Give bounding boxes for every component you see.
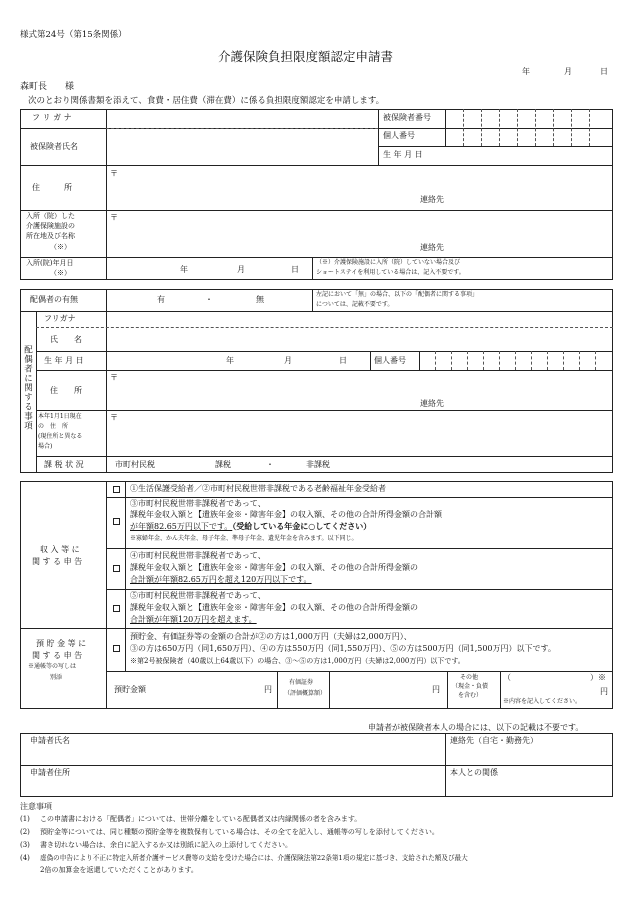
date-day: 日 — [600, 67, 608, 76]
spouse-dot: ・ — [205, 295, 213, 304]
income-label-1: 収 入 等 に — [40, 545, 80, 554]
jan-address-label-3: (現住所と異なる — [38, 433, 83, 440]
securities-label-1: 有価証券 — [289, 679, 314, 686]
deposits-yen: 円 — [264, 685, 272, 694]
spouse-no[interactable]: 無 — [256, 295, 264, 304]
spouse-yes[interactable]: 有 — [157, 295, 165, 304]
savings-text-2: ③の方は650万円（同1,650万円）、④の方は550万円（同1,550万円）、⑤の方は500万円（同1,500万円）以下です。 — [130, 644, 556, 653]
income-option-2-line-4: ※寡婦年金、かん夫年金、母子年金、準母子年金、遺児年金を含みます。以下同じ。 — [130, 535, 358, 542]
income-option-2-line-1: ③市町村民税世帯非課税者であって、 — [130, 499, 266, 508]
jan-address-label-1: 本年1月1日現在 — [38, 413, 82, 420]
note-4-line-1: 虚偽の申告により不正に特定入所者介護サービス費等の支給を受けた場合には、介護保険法第22条第1項の規定に基づき、支給された額及び最大 — [40, 854, 468, 862]
tax-status-label: 課 税 状 況 — [44, 460, 84, 469]
income-option-2-line-2: 課税年金収入額と【遺族年金※・障害年金】の収入額、その他の合計所得金額の合計額 — [130, 510, 442, 519]
income-option-2-checkbox[interactable] — [113, 518, 120, 525]
date-year: 年 — [522, 67, 530, 76]
savings-checkbox[interactable] — [113, 645, 120, 652]
date-month: 月 — [564, 67, 572, 76]
spouse-table — [20, 289, 613, 473]
facility-label-1: 入所（院）した — [26, 212, 75, 220]
requester-address-label: 申請者住所 — [30, 768, 70, 777]
spouse-personal-number-label: 個人番号 — [374, 356, 406, 365]
jan-postal-mark: 〒 — [110, 413, 118, 422]
note-3-num: (3) — [20, 841, 30, 849]
spouse-side-label: 配偶者に関する事項 — [22, 345, 33, 431]
note-3: 書き切れない場合は、余白に記入するか又は別紙に記入の上添付してください。 — [40, 841, 292, 849]
income-option-3-line-3: 合計額が年額82.65万円を超え120万円以下です。 — [130, 575, 312, 584]
income-option-4-line-3: 合計額が年額120万円を超えます。 — [130, 615, 257, 624]
income-option-4-checkbox[interactable] — [113, 605, 120, 612]
savings-label-4: 別添 — [50, 674, 63, 681]
postal-mark: 〒 — [110, 169, 118, 178]
spouse-presence-note-1: 左記において「無」の場合、以下の「配偶者に関する事項」 — [316, 291, 479, 298]
note-4-line-2: 2倍の加算金を返還していただくことがあります。 — [40, 866, 198, 874]
income-option-2-line-3 — [130, 522, 371, 531]
spouse-birth-year: 年 — [226, 356, 234, 365]
address-label: 住 所 — [32, 183, 72, 192]
spouse-presence-label: 配偶者の有無 — [30, 295, 78, 304]
tax-non-taxed[interactable]: 非課税 — [306, 460, 330, 469]
spouse-birth-day: 日 — [339, 356, 347, 365]
savings-text-1: 預貯金、有価証券等の金額の合計が②の方は1,000万円（夫婦は2,000万円）、 — [130, 632, 412, 641]
contact-label: 連絡先 — [420, 195, 444, 204]
securities-yen: 円 — [432, 685, 440, 694]
admission-note-2: ショートステイを利用している場合は、記入不要です。 — [316, 269, 465, 276]
other-note: ※内容を記入してください。 — [503, 698, 582, 705]
spouse-postal-mark: 〒 — [110, 373, 118, 382]
notes-heading: 注意事項 — [20, 802, 52, 811]
note-1: この申請書における「配偶者」については、世帯分離をしている配偶者又は内縁関係の者を含みます。 — [40, 815, 362, 823]
birth-date-label: 生 年 月 日 — [383, 150, 423, 159]
savings-label-2: 関 す る 申 告 — [32, 651, 83, 660]
facility-postal-mark: 〒 — [110, 213, 118, 222]
admission-date-label: 入所(院)年月日 — [26, 259, 74, 267]
personal-number-label: 個人番号 — [383, 131, 415, 140]
securities-label-2: （評価概算額） — [284, 690, 327, 697]
other-label-1: その他 — [460, 674, 479, 681]
facility-label-2: 介護保険施設の — [26, 222, 75, 230]
admission-year: 年 — [180, 265, 188, 274]
requester-relation-label: 本人との関係 — [450, 768, 498, 777]
insured-number-label: 被保険者番号 — [383, 113, 431, 122]
spouse-address-label: 住 所 — [50, 386, 82, 395]
other-yen: 円 — [600, 687, 608, 696]
tax-taxed[interactable]: 課税 — [215, 460, 231, 469]
jan-address-label-4: 場合) — [38, 443, 53, 450]
spouse-birth-month: 月 — [284, 356, 292, 365]
requester-contact-label: 連絡先（自宅・勤務先） — [450, 736, 538, 745]
addressee: 森町長 様 — [20, 82, 75, 92]
other-paren-open: （ — [503, 673, 511, 682]
income-option-2-threshold: が年額82.65万円以下です。 — [130, 522, 233, 531]
note-2-num: (2) — [20, 828, 30, 836]
spouse-presence-note-2: については、記載不要です。 — [316, 301, 394, 308]
other-paren-close: ）※ — [590, 673, 606, 682]
income-option-4-line-1: ⑤市町村民税世帯非課税者であって、 — [130, 591, 266, 600]
facility-contact-label: 連絡先 — [420, 243, 444, 252]
municipal-tax: 市町村民税 — [115, 460, 155, 469]
income-option-4-line-2: 課税年金収入額と【遺族年金※・障害年金】の収入額、その他の合計所得金額の — [130, 603, 418, 612]
facility-label-3: 所在地及び名称 — [26, 232, 75, 240]
income-option-3-checkbox[interactable] — [113, 565, 120, 572]
savings-text-3: ※第2号被保険者（40歳以上64歳以下）の場合、③〜⑤の方は1,000万円（夫婦は2,000万円）以下です。 — [130, 657, 465, 665]
insured-name-label: 被保険者氏名 — [30, 142, 78, 151]
other-label-3: を含む） — [458, 692, 483, 699]
income-option-1: ①生活保護受給者／②市町村民税世帯非課税である老齢福祉年金受給者 — [130, 484, 386, 493]
facility-label-4: （※） — [50, 243, 71, 251]
income-option-3-line-2: 課税年金収入額と【遺族年金※・障害年金】の収入額、その他の合計所得金額の — [130, 563, 418, 572]
note-2: 預貯金等については、同じ種類の預貯金等を複数保有している場合は、その全てを記入し、通帳等の写しを添付してください。 — [40, 828, 439, 836]
intro-text: 次のとおり関係書類を添えて、食費・居住費（滞在費）に係る負担限度額認定を申請します。 — [28, 96, 385, 106]
spouse-furigana-label: フリガナ — [44, 314, 76, 323]
admission-date-label-2: （※） — [50, 269, 71, 277]
income-option-2-instruction: （受給している年金に○してください） — [232, 521, 372, 531]
applicant-table — [20, 109, 613, 280]
spouse-name-label: 氏 名 — [50, 335, 82, 344]
admission-month: 月 — [237, 265, 245, 274]
note-1-num: (1) — [20, 815, 30, 823]
page-title: 介護保険負担限度額認定申請書 — [218, 49, 394, 64]
deposits-label: 預貯金額 — [114, 685, 146, 694]
furigana-label: フ リ ガ ナ — [32, 113, 72, 122]
income-label-2: 関 す る 申 告 — [32, 557, 83, 566]
note-4-num: (4) — [20, 854, 30, 862]
other-label-2: （現金・負債 — [452, 683, 489, 690]
requester-name-label: 申請者氏名 — [30, 736, 70, 745]
spouse-birth-label: 生 年 月 日 — [44, 356, 84, 365]
form-number: 様式第24号（第15条関係） — [20, 30, 127, 40]
admission-day: 日 — [291, 265, 299, 274]
admission-note-1: （※）介護保険施設に入所（院）していない場合及び — [316, 259, 461, 266]
requester-note: 申請者が被保険者本人の場合には、以下の記載は不要です。 — [368, 723, 584, 732]
savings-label-1: 預 貯 金 等 に — [36, 639, 87, 648]
income-option-3-line-1: ④市町村民税世帯非課税者であって、 — [130, 551, 266, 560]
jan-address-label-2: の 住 所 — [38, 423, 69, 430]
savings-label-3: ※通帳等の写しは — [28, 663, 77, 670]
income-option-1-checkbox[interactable] — [113, 486, 120, 493]
tax-dot: ・ — [266, 460, 274, 469]
spouse-contact-label: 連絡先 — [420, 399, 444, 408]
